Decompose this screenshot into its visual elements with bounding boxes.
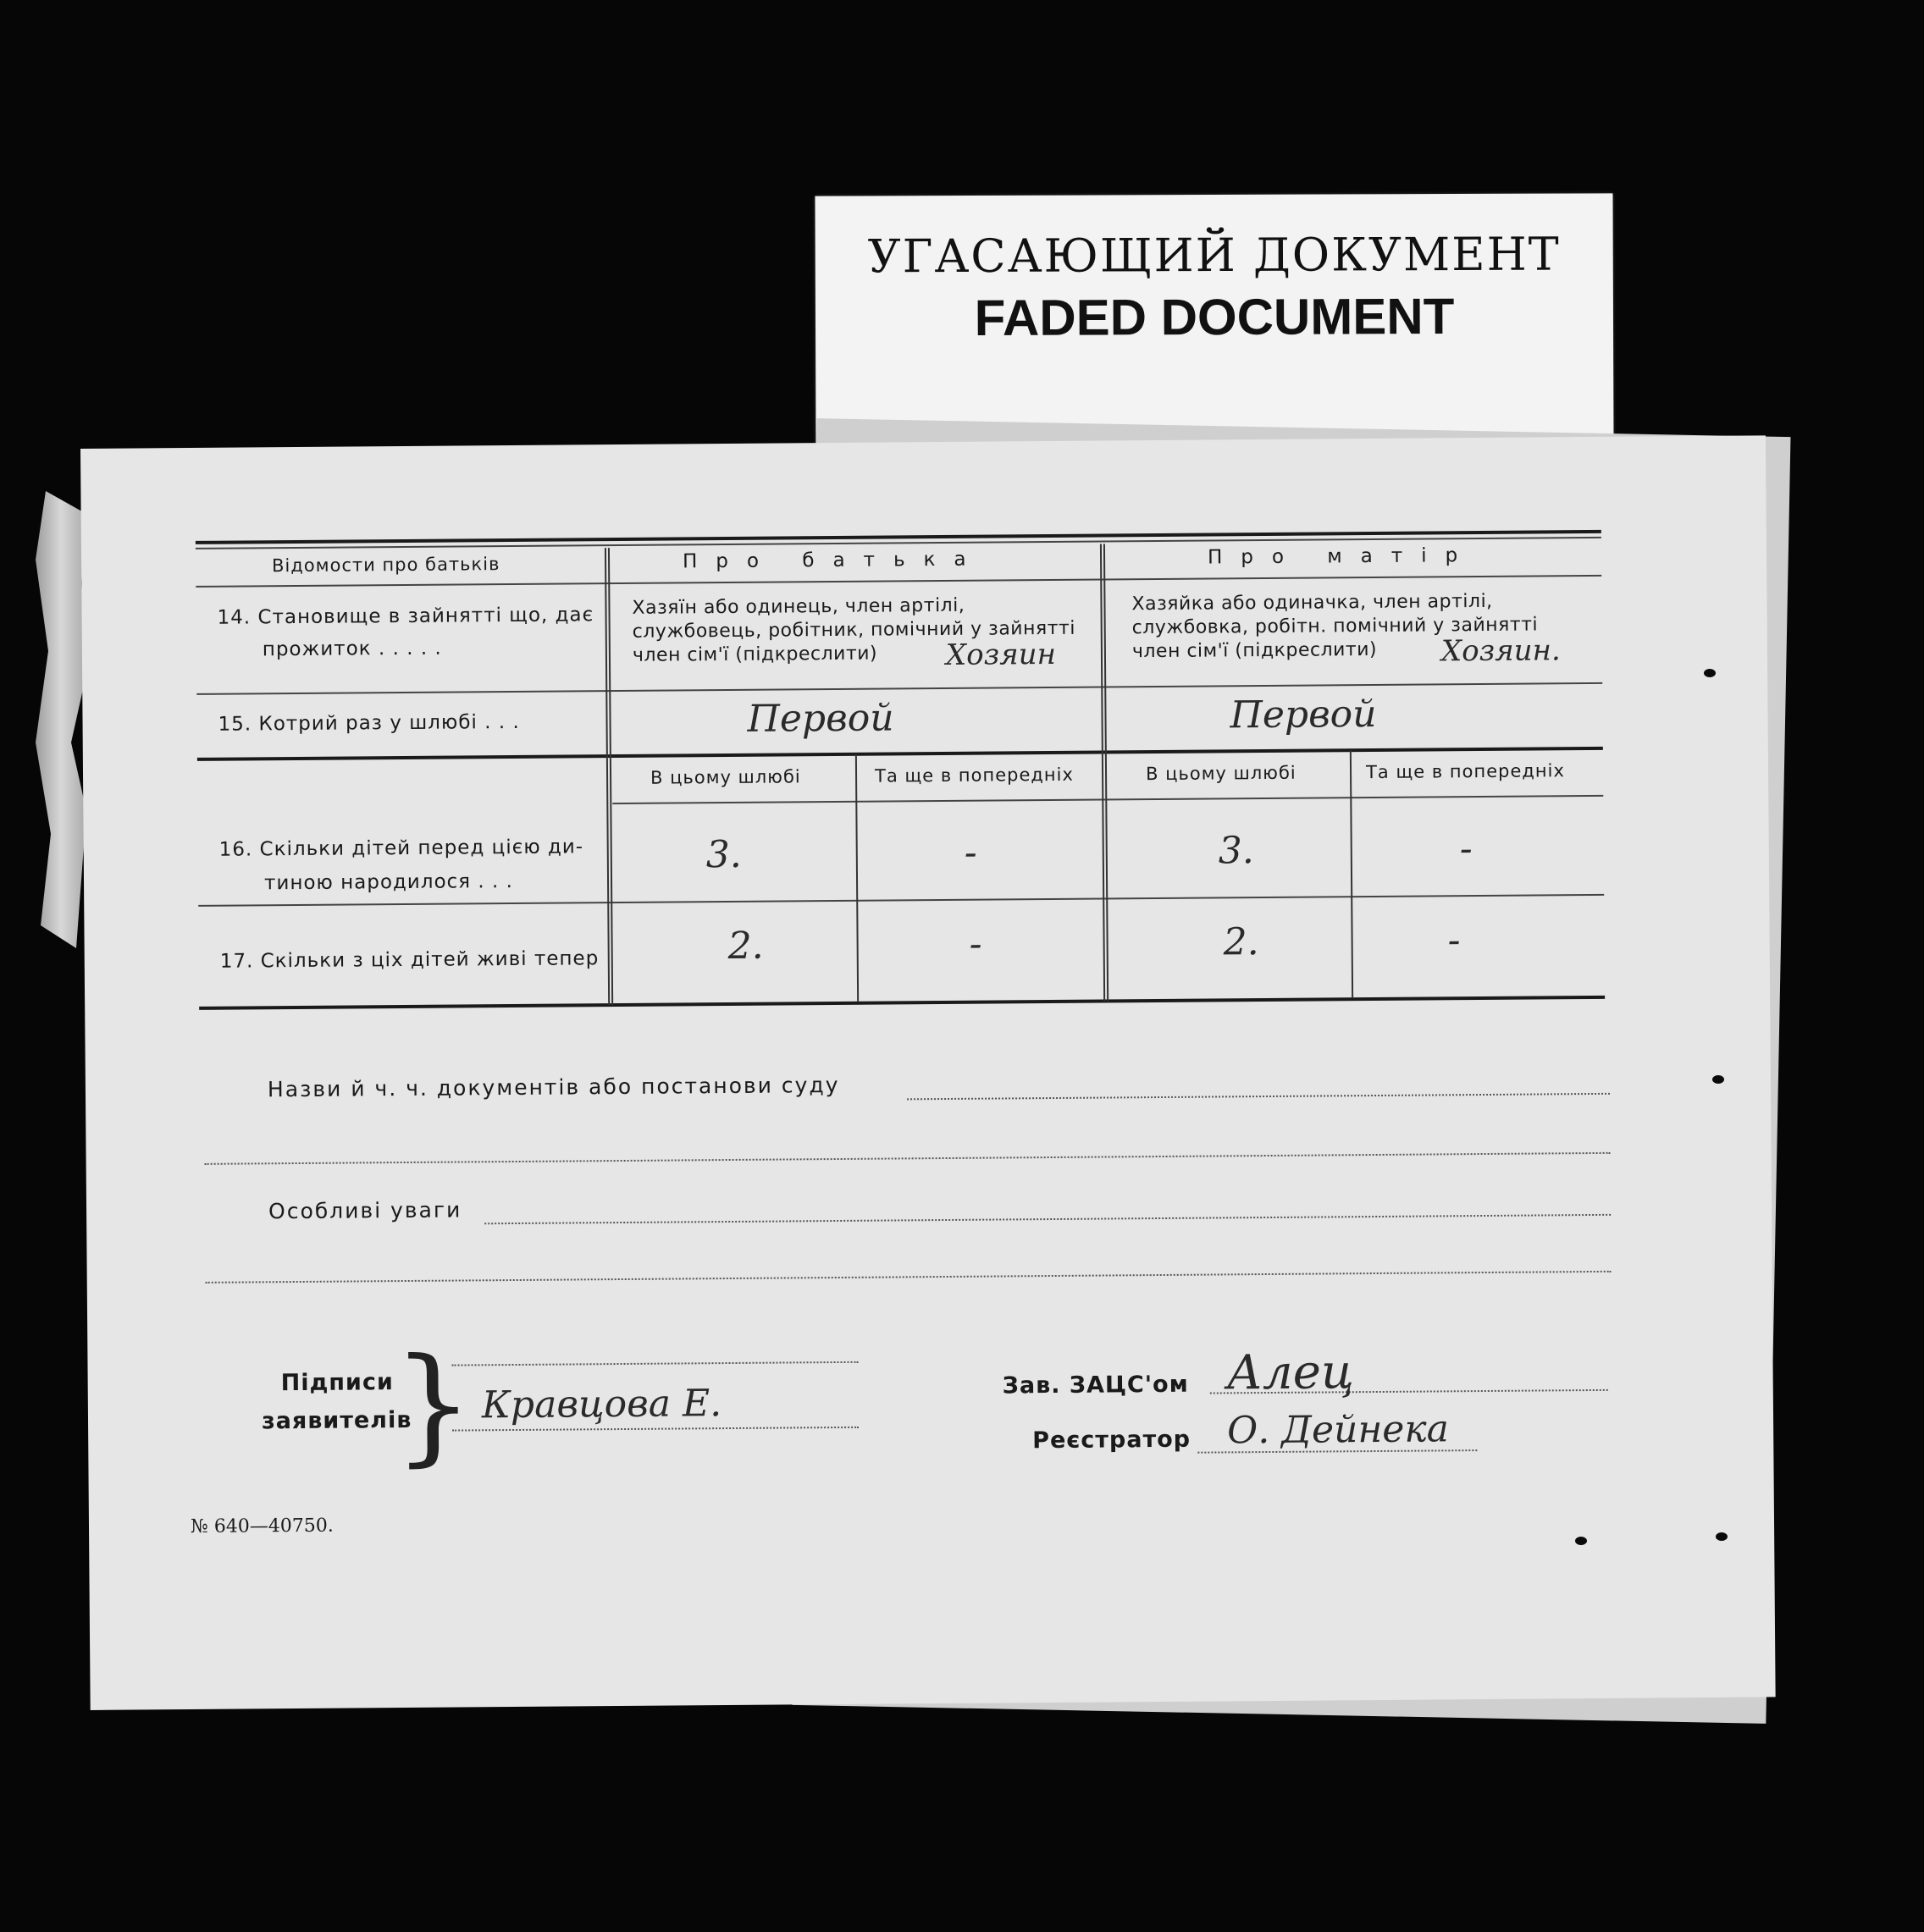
header-about-father: Про батька bbox=[682, 548, 985, 573]
remarks-field-line bbox=[484, 1214, 1611, 1224]
documents-field-line bbox=[907, 1093, 1610, 1101]
applicants-signature-label-1: Підписи bbox=[280, 1369, 394, 1397]
column-divider-2 bbox=[1100, 544, 1109, 1002]
binding-hole bbox=[1575, 1537, 1587, 1545]
applicants-signature-label-2: заявителів bbox=[261, 1406, 412, 1435]
binding-hole bbox=[1716, 1532, 1728, 1541]
father-subcolumn-divider bbox=[855, 754, 859, 1002]
binding-hole bbox=[1704, 669, 1716, 677]
faded-label-english: FADED DOCUMENT bbox=[974, 288, 1455, 346]
remarks-label: Особливі уваги bbox=[268, 1197, 462, 1224]
registrar-signature: О. Дейнека bbox=[1226, 1407, 1450, 1453]
registration-form-page bbox=[80, 435, 1776, 1710]
faded-document-label bbox=[815, 193, 1613, 450]
row17-father-prev-value: - bbox=[969, 922, 982, 966]
header-parents-info: Відомости про батьків bbox=[271, 554, 500, 577]
row15-father-value: Первой bbox=[747, 696, 894, 741]
row16-father-prev-value: - bbox=[964, 831, 977, 875]
row14-label-line2: прожиток . . . . . bbox=[262, 637, 442, 661]
row16-label-line1: 16. Скільки дітей перед цією ди- bbox=[218, 836, 584, 861]
subheader-father-this-marriage: В цьому шлюбі bbox=[650, 766, 801, 788]
head-signature: Алец bbox=[1226, 1344, 1355, 1401]
row16-mother-prev-value: - bbox=[1459, 827, 1473, 871]
row16-label-line2: тиною народилося . . . bbox=[263, 870, 514, 895]
subheader-father-previous: Та ще в попередніх bbox=[874, 764, 1074, 787]
column-divider-1 bbox=[605, 548, 613, 1005]
row14-bottom-line bbox=[196, 682, 1602, 695]
registrar-label: Реєстратор bbox=[1032, 1426, 1191, 1455]
mother-subcolumn-divider bbox=[1350, 750, 1353, 997]
row16-mother-this-value: 3. bbox=[1218, 829, 1254, 873]
applicant-signature-line-1 bbox=[452, 1361, 859, 1366]
row14-mother-options: Хазяйка або одиначка, член артілі, службовка, робітн. помічний у зайнятті член сім'ї (підкреслити) bbox=[1131, 590, 1539, 663]
form-number: № 640—40750. bbox=[190, 1515, 334, 1538]
row14-label-line1: 14. Становище в зайнятті що, дає bbox=[217, 604, 594, 629]
applicants-brace: } bbox=[392, 1331, 475, 1480]
applicant-signature: Кравцова Е. bbox=[481, 1382, 722, 1427]
row16-bottom-line bbox=[198, 894, 1604, 907]
binding-hole bbox=[1712, 1075, 1724, 1084]
documents-field-line-2 bbox=[205, 1152, 1611, 1165]
head-of-registry-label: Зав. ЗАЦС'ом bbox=[1002, 1371, 1189, 1399]
remarks-field-line-2 bbox=[206, 1271, 1612, 1283]
row14-mother-handwritten: Хозяин. bbox=[1440, 633, 1561, 669]
row16-father-this-value: 3. bbox=[705, 832, 742, 877]
row15-label: 15. Котрий раз у шлюбі . . . bbox=[218, 710, 520, 736]
row17-mother-prev-value: - bbox=[1447, 919, 1461, 963]
subheader-mother-previous: Та ще в попередніх bbox=[1365, 760, 1565, 783]
row14-father-handwritten: Хозяин bbox=[945, 637, 1057, 672]
subheader-bottom-line bbox=[612, 795, 1603, 804]
row15-bottom-rule bbox=[197, 747, 1603, 761]
subheader-mother-this-marriage: В цьому шлюбі bbox=[1145, 762, 1296, 785]
row17-label: 17. Скільки з ціх дітей живі тепер bbox=[219, 947, 600, 973]
applicant-signature-line-2 bbox=[452, 1427, 859, 1432]
row14-father-options: Хазяїн або одинець, член артілі, службовець, робітник, помічний у зайнятті член сім'ї (підкреслити) bbox=[632, 594, 1076, 666]
row17-mother-this-value: 2. bbox=[1223, 920, 1259, 964]
row17-father-this-value: 2. bbox=[727, 924, 764, 969]
header-about-mother: Про матір bbox=[1207, 544, 1477, 569]
row15-mother-value: Первой bbox=[1230, 692, 1377, 737]
documents-label: Назви й ч. ч. документів або постанови суду bbox=[267, 1072, 840, 1102]
faded-label-russian: УГАСАЮЩИЙ ДОКУМЕНТ bbox=[867, 227, 1561, 284]
header-bottom-line bbox=[196, 575, 1601, 588]
table-bottom-rule bbox=[199, 996, 1605, 1010]
